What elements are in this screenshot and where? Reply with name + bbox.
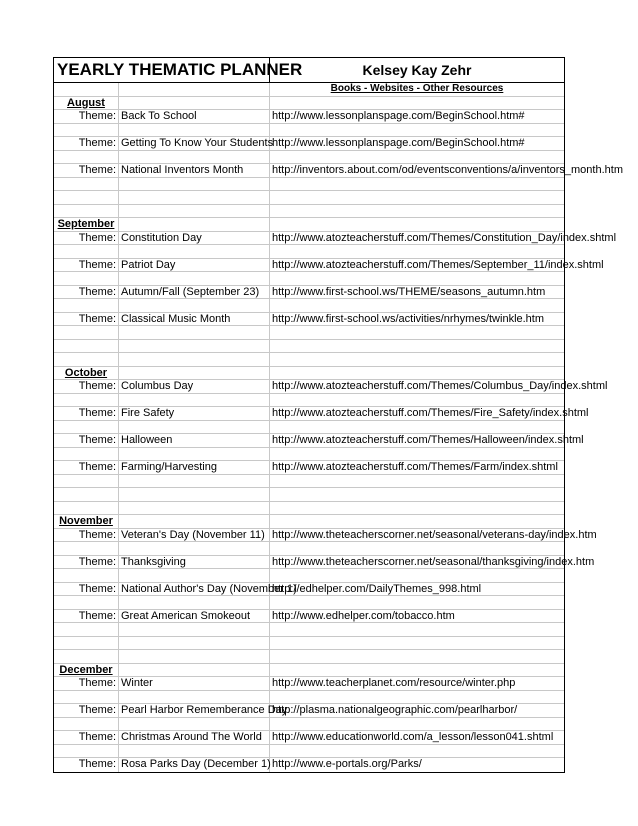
empty-row — [54, 326, 564, 340]
theme-label: Theme: — [54, 164, 119, 177]
empty-cell — [54, 83, 119, 96]
empty-cell — [119, 718, 270, 731]
theme-name: Back To School — [119, 110, 270, 123]
empty-cell — [119, 475, 270, 488]
empty-cell — [119, 205, 270, 218]
month-name: October — [54, 367, 119, 380]
month-row — [54, 515, 564, 529]
resources-header: Books - Websites - Other Resources — [330, 83, 504, 94]
subheader-row — [54, 83, 564, 97]
theme-row — [54, 313, 564, 327]
empty-cell — [54, 448, 119, 461]
empty-row — [54, 745, 564, 759]
theme-name: Veteran's Day (November 11) — [119, 529, 270, 542]
empty-cell — [54, 542, 119, 555]
theme-row — [54, 677, 564, 691]
empty-cell — [270, 650, 564, 663]
theme-name: Columbus Day — [119, 380, 270, 393]
empty-cell — [119, 151, 270, 164]
theme-label: Theme: — [54, 704, 119, 717]
planner-title: YEARLY THEMATIC PLANNER — [54, 58, 270, 82]
empty-cell — [270, 475, 564, 488]
empty-cell — [270, 596, 564, 609]
empty-cell — [270, 421, 564, 434]
theme-label: Theme: — [54, 259, 119, 272]
empty-row — [54, 448, 564, 462]
resource-link[interactable]: http://www.lessonplanspage.com/BeginSchool.htm# — [272, 110, 525, 122]
theme-name: Winter — [119, 677, 270, 690]
empty-cell — [270, 205, 564, 218]
empty-row — [54, 691, 564, 705]
month-name: December — [54, 664, 119, 677]
empty-cell — [270, 353, 564, 366]
empty-cell — [54, 421, 119, 434]
theme-name: Getting To Know Your Students — [121, 137, 274, 149]
empty-cell — [119, 245, 270, 258]
empty-cell — [270, 218, 564, 231]
month-name: November — [54, 515, 119, 528]
theme-row — [54, 461, 564, 475]
theme-label: Theme: — [54, 286, 119, 299]
empty-cell — [54, 326, 119, 339]
resource-link[interactable]: http://www.edhelper.com/tobacco.htm — [272, 609, 455, 622]
empty-cell — [54, 272, 119, 285]
empty-row — [54, 421, 564, 435]
empty-row — [54, 353, 564, 367]
theme-row — [54, 610, 564, 624]
empty-cell — [119, 691, 270, 704]
theme-row — [54, 164, 623, 178]
author-name: Kelsey Kay Zehr — [362, 62, 472, 78]
empty-cell — [270, 124, 564, 137]
empty-cell — [54, 205, 119, 218]
resource-link[interactable]: http://edhelper.com/DailyThemes_998.html — [272, 582, 482, 595]
theme-name: Pearl Harbor Rememberance Day — [121, 704, 288, 716]
theme-name: Constitution Day — [119, 232, 270, 245]
theme-row — [54, 555, 595, 570]
empty-cell — [119, 502, 270, 515]
theme-row — [54, 380, 608, 394]
resource-link[interactable]: http://www.atozteacherstuff.com/Themes/Constitution_Day/index.shtml — [272, 231, 617, 244]
empty-row — [54, 394, 564, 408]
theme-label: Theme: — [54, 731, 119, 744]
theme-label: Theme: — [54, 232, 119, 245]
month-name: August — [54, 97, 119, 110]
theme-label: Theme: — [54, 313, 119, 326]
empty-cell — [54, 299, 119, 312]
empty-row — [54, 502, 564, 516]
empty-cell — [270, 745, 564, 758]
empty-cell — [119, 178, 270, 191]
empty-cell — [270, 367, 564, 380]
theme-row — [54, 731, 564, 745]
empty-cell — [270, 623, 564, 636]
planner-sheet — [53, 57, 623, 773]
empty-cell — [270, 448, 564, 461]
theme-row — [54, 704, 564, 718]
empty-cell — [54, 488, 119, 501]
empty-cell — [119, 488, 270, 501]
theme-name: Christmas Around The World — [119, 731, 270, 744]
empty-cell — [119, 299, 270, 312]
theme-row — [54, 258, 604, 273]
theme-label: Theme: — [54, 461, 119, 474]
empty-cell — [119, 596, 270, 609]
theme-label: Theme: — [54, 137, 119, 150]
empty-cell — [270, 488, 564, 501]
empty-cell — [119, 83, 270, 96]
empty-cell — [270, 151, 564, 164]
empty-cell — [119, 448, 270, 461]
empty-cell — [119, 394, 270, 407]
theme-name: Fire Safety — [119, 407, 270, 420]
empty-cell — [54, 745, 119, 758]
resource-link[interactable]: http://www.theteacherscorner.net/seasonal/thanksgiving/index.htm — [272, 555, 595, 568]
resource-link[interactable]: http://www.first-school.ws/THEME/seasons_autumn.htm — [272, 285, 546, 298]
theme-label: Theme: — [54, 583, 119, 596]
empty-cell — [54, 151, 119, 164]
theme-name: National Author's Day (November 1) — [121, 582, 297, 595]
empty-cell — [119, 664, 270, 677]
empty-row — [54, 178, 564, 192]
empty-cell — [119, 745, 270, 758]
empty-cell — [270, 569, 564, 582]
empty-cell — [54, 650, 119, 663]
resource-link[interactable]: http://www.atozteacherstuff.com/Themes/Columbus_Day/index.shtml — [272, 380, 608, 392]
theme-name: Farming/Harvesting — [119, 461, 270, 474]
empty-cell — [119, 97, 270, 110]
empty-cell — [119, 218, 270, 231]
empty-cell — [54, 178, 119, 191]
theme-name: Great American Smokeout — [119, 610, 270, 623]
month-name: September — [54, 218, 119, 231]
theme-name: Autumn/Fall (September 23) — [119, 286, 270, 299]
empty-cell — [270, 299, 564, 312]
theme-row — [54, 407, 589, 421]
empty-cell — [119, 650, 270, 663]
empty-cell — [54, 691, 119, 704]
month-row — [54, 664, 564, 678]
empty-cell — [270, 502, 564, 515]
empty-cell — [270, 394, 564, 407]
theme-label: Theme: — [54, 677, 119, 690]
empty-cell — [119, 569, 270, 582]
empty-cell — [119, 623, 270, 636]
resource-link[interactable]: http://plasma.nationalgeographic.com/pearlharbor/ — [272, 704, 518, 716]
empty-cell — [54, 475, 119, 488]
resource-link[interactable]: http://www.educationworld.com/a_lesson/lesson041.shtml — [272, 731, 554, 743]
empty-cell — [54, 718, 119, 731]
theme-name: Classical Music Month — [119, 313, 270, 326]
theme-name: Patriot Day — [119, 259, 270, 272]
resource-link[interactable]: http://www.theteacherscorner.net/seasonal/veterans-day/index.htm — [272, 528, 597, 541]
empty-cell — [270, 97, 564, 110]
theme-name: Halloween — [119, 434, 270, 447]
empty-cell — [54, 245, 119, 258]
resource-link[interactable]: http://www.atozteacherstuff.com/Themes/Fire_Safety/index.shtml — [272, 407, 589, 419]
resource-link[interactable]: http://inventors.about.com/od/eventsconventions/a/inventors_month.htm — [272, 164, 623, 176]
theme-label: Theme: — [54, 529, 119, 542]
empty-row — [54, 596, 564, 610]
empty-row — [54, 650, 564, 664]
empty-cell — [270, 191, 564, 204]
empty-row — [54, 488, 564, 502]
empty-cell — [270, 272, 564, 285]
theme-row — [54, 286, 564, 300]
empty-cell — [54, 637, 119, 650]
empty-cell — [270, 340, 564, 353]
empty-cell — [270, 664, 564, 677]
empty-cell — [270, 718, 564, 731]
theme-label: Theme: — [54, 380, 119, 393]
empty-cell — [119, 637, 270, 650]
empty-row — [54, 569, 564, 583]
theme-row — [54, 758, 564, 772]
empty-cell — [270, 245, 564, 258]
resource-link[interactable]: http://www.first-school.ws/activities/nrhymes/twinkle.htm — [272, 312, 545, 325]
empty-cell — [119, 124, 270, 137]
theme-name: Thanksgiving — [119, 556, 270, 569]
empty-cell — [54, 353, 119, 366]
empty-row — [54, 124, 564, 138]
month-row — [54, 97, 564, 111]
empty-cell — [54, 340, 119, 353]
theme-label: Theme: — [54, 758, 119, 772]
theme-row — [54, 528, 597, 543]
empty-row — [54, 191, 564, 205]
empty-cell — [270, 691, 564, 704]
theme-row — [54, 583, 564, 597]
theme-label: Theme: — [54, 434, 119, 447]
empty-cell — [54, 502, 119, 515]
empty-cell — [270, 542, 564, 555]
empty-cell — [119, 326, 270, 339]
empty-cell — [270, 326, 564, 339]
resource-link[interactable]: http://www.lessonplanspage.com/BeginSchool.htm# — [272, 137, 525, 149]
resource-link[interactable]: http://www.e-portals.org/Parks/ — [272, 758, 422, 770]
empty-row — [54, 340, 564, 354]
empty-row — [54, 623, 564, 637]
planner-rows — [54, 96, 623, 772]
empty-cell — [54, 596, 119, 609]
empty-cell — [54, 569, 119, 582]
theme-label: Theme: — [54, 610, 119, 623]
empty-cell — [119, 191, 270, 204]
theme-label: Theme: — [54, 556, 119, 569]
theme-name: Rosa Parks Day (December 1) — [121, 758, 271, 770]
empty-cell — [119, 353, 270, 366]
header-row — [54, 58, 564, 83]
theme-row — [54, 137, 564, 151]
empty-cell — [119, 367, 270, 380]
empty-row — [54, 718, 564, 732]
empty-row — [54, 205, 564, 219]
empty-row — [54, 637, 564, 651]
theme-label: Theme: — [54, 110, 119, 123]
theme-label: Theme: — [54, 407, 119, 420]
month-row — [54, 367, 564, 381]
resource-link[interactable]: http://www.atozteacherstuff.com/Themes/Halloween/index.shtml — [272, 434, 584, 446]
empty-cell — [119, 272, 270, 285]
empty-row — [54, 475, 564, 489]
resource-link[interactable]: http://www.teacherplanet.com/resource/winter.php — [272, 677, 516, 689]
month-row — [54, 218, 564, 232]
empty-cell — [119, 340, 270, 353]
empty-row — [54, 542, 564, 556]
empty-row — [54, 245, 564, 259]
empty-cell — [54, 124, 119, 137]
empty-cell — [54, 394, 119, 407]
empty-cell — [270, 515, 564, 528]
theme-row — [54, 231, 617, 246]
resource-link[interactable]: http://www.atozteacherstuff.com/Themes/Farm/index.shtml — [272, 461, 558, 473]
empty-cell — [119, 515, 270, 528]
empty-cell — [119, 421, 270, 434]
empty-cell — [54, 191, 119, 204]
empty-row — [54, 272, 564, 286]
theme-row — [54, 110, 564, 124]
empty-row — [54, 299, 564, 313]
empty-row — [54, 151, 564, 165]
empty-cell — [54, 623, 119, 636]
theme-name: National Inventors Month — [119, 164, 270, 177]
empty-cell — [270, 637, 564, 650]
empty-cell — [119, 542, 270, 555]
resource-link[interactable]: http://www.atozteacherstuff.com/Themes/September_11/index.shtml — [272, 258, 604, 271]
empty-cell — [270, 178, 564, 191]
theme-row — [54, 434, 584, 448]
